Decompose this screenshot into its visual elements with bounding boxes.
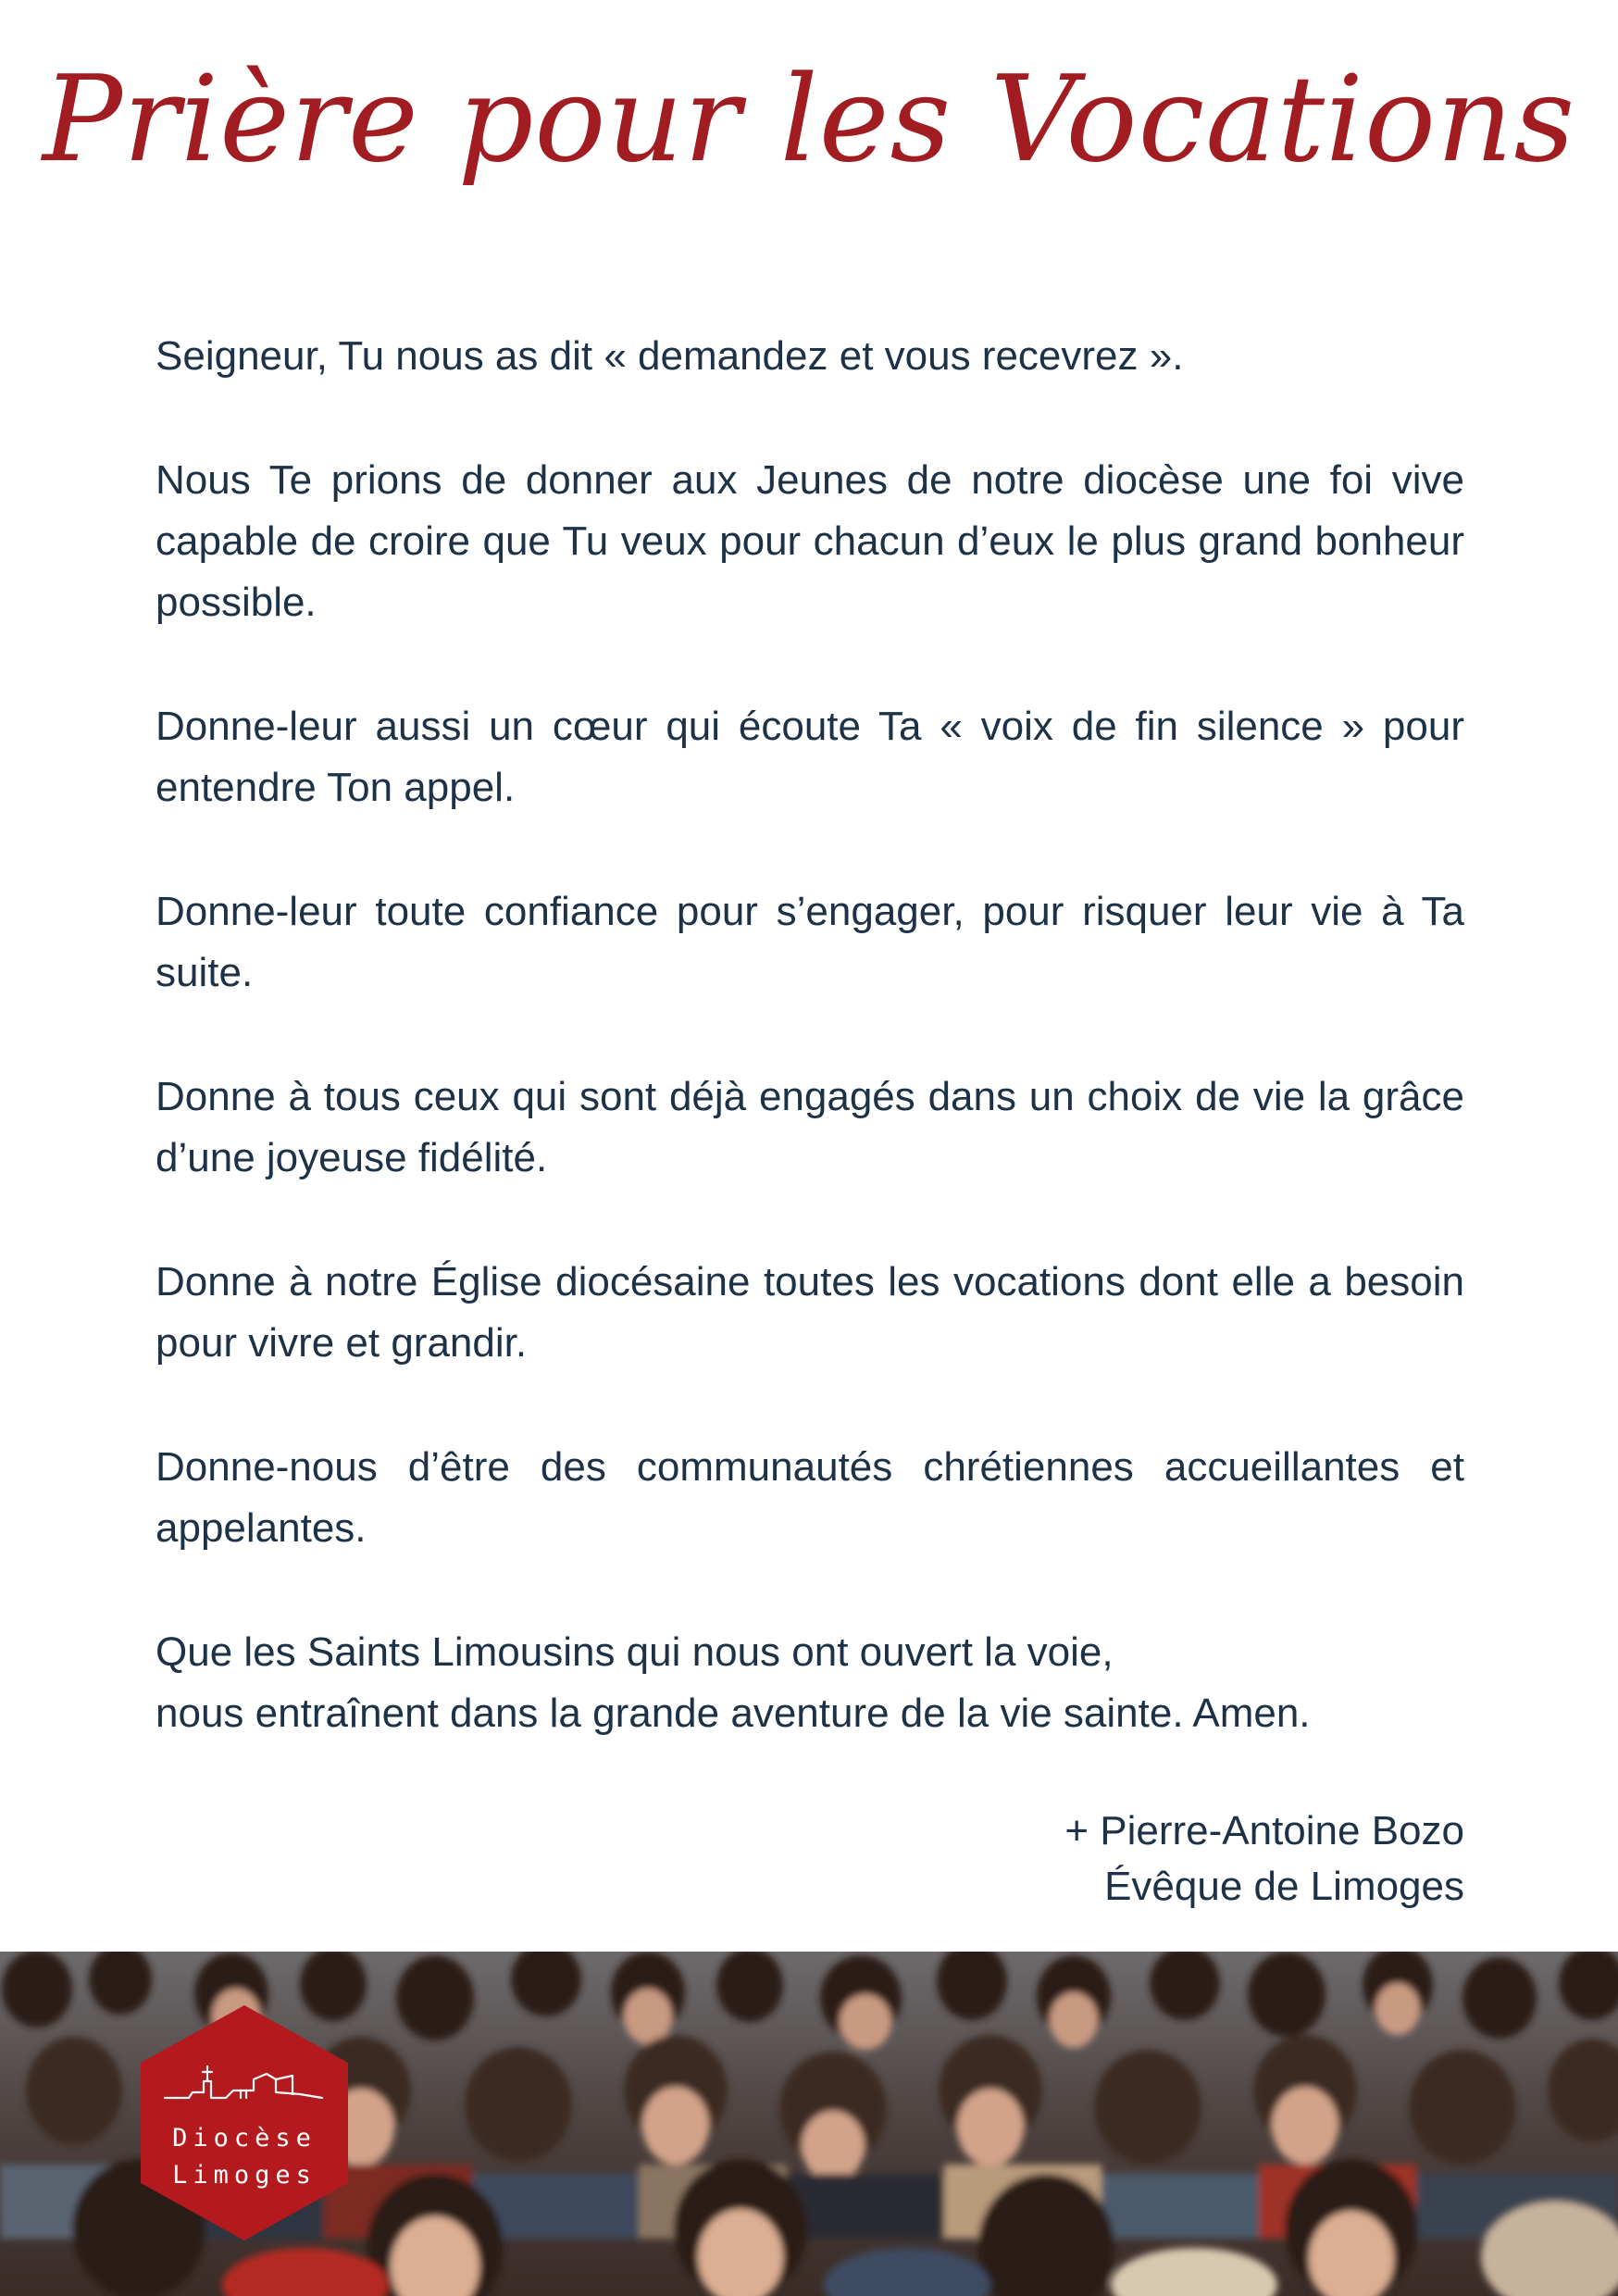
logo-text-line2: Limoges <box>172 2161 317 2190</box>
signature-role: Évêque de Limoges <box>1104 1864 1464 1909</box>
stanza-2 <box>156 450 1464 633</box>
stanza-7 <box>156 1437 1464 1559</box>
prayer-body <box>156 326 1464 1807</box>
stanza-8 <box>156 1622 1464 1744</box>
stanza-line: Donne-leur toute confiance pour s’engager, pour risquer leur vie à Ta suite. <box>156 889 1464 995</box>
stanza-line: Seigneur, Tu nous as dit « demandez et vous recevrez ». <box>156 333 1184 379</box>
stanza-line: Nous Te prions de donner aux Jeunes de notre diocèse une foi vive capable de croire que Tu veux pour chacun d’eux le plus grand bonheur possible. <box>156 457 1464 625</box>
stanza-line: Donne-nous d’être des communautés chrétiennes accueillantes et appelantes. <box>156 1444 1464 1551</box>
hexagon-logo-icon <box>137 2002 352 2244</box>
logo-text-line1: Diocèse <box>172 2124 317 2152</box>
stanza-line: Donne-leur aussi un cœur qui écoute Ta « voix de fin silence » pour entendre Ton appel. <box>156 704 1464 810</box>
page-title: Prière pour les Vocations <box>42 51 1576 189</box>
stanza-line: Donne à tous ceux qui sont déjà engagés dans un choix de vie la grâce d’une joyeuse fidélité. <box>156 1074 1464 1180</box>
signature-name: + Pierre-Antoine Bozo <box>1064 1808 1464 1853</box>
stanza-line: Que les Saints Limousins qui nous ont ouvert la voie, <box>156 1629 1114 1675</box>
stanza-1 <box>156 326 1464 387</box>
stanza-6 <box>156 1252 1464 1374</box>
diocese-logo <box>137 2002 352 2244</box>
stanza-5 <box>156 1067 1464 1189</box>
stanza-line: Donne à notre Église diocésaine toutes les vocations dont elle a besoin pour vivre et grandir. <box>156 1259 1464 1366</box>
signature <box>1064 1803 1464 1915</box>
stanza-3 <box>156 696 1464 818</box>
stanza-4 <box>156 881 1464 1004</box>
stanza-line: nous entraînent dans la grande aventure de la vie sainte. Amen. <box>156 1691 1311 1736</box>
